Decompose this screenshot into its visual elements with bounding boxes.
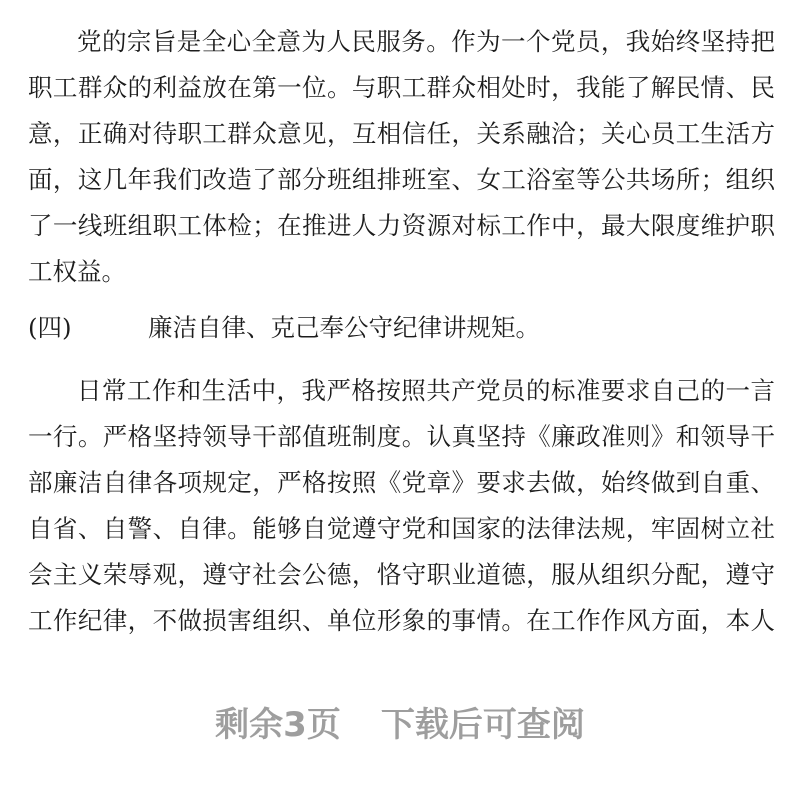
paragraph-line: 日常工作和生活中，我严格按照共产党员的标准要求自己的一言 <box>77 376 775 405</box>
remaining-pages-label: 剩余3页 <box>215 704 341 745</box>
paragraph-line: 了一线班组职工体检；在推进人力资源对标工作中，最大限度维护职 <box>28 211 775 240</box>
paragraph-line: 面，这几年我们改造了部分班组排班室、女工浴室等公共场所；组织 <box>28 165 775 194</box>
section-title: 廉洁自律、克己奉公守纪律讲规矩。 <box>148 313 540 342</box>
download-prompt[interactable] <box>0 696 800 746</box>
paragraph-line: 工权益。 <box>28 257 126 286</box>
paragraph-line: 自省、自警、自律。能够自觉遵守党和国家的法律法规，牢固树立社 <box>28 514 775 543</box>
paragraph-line: 部廉洁自律各项规定，严格按照《党章》要求去做，始终做到自重、 <box>28 468 775 497</box>
download-to-view-label: 下载后可查阅 <box>380 704 585 745</box>
paragraph-party-purpose <box>28 19 775 295</box>
paragraph-line: 会主义荣辱观，遵守社会公德，恪守职业道德，服从组织分配，遵守 <box>28 560 775 589</box>
paragraph-line: 工作纪律，不做损害组织、单位形象的事情。在工作作风方面，本人 <box>28 606 775 635</box>
paragraph-line: 职工群众的利益放在第一位。与职工群众相处时，我能了解民情、民 <box>28 73 775 102</box>
paragraph-line: 一行。严格坚持领导干部值班制度。认真坚持《廉政准则》和领导干 <box>28 422 775 451</box>
section-number: (四) <box>28 313 72 342</box>
paragraph-line: 意，正确对待职工群众意见，互相信任，关系融洽；关心员工生活方 <box>28 119 775 148</box>
section-heading <box>28 305 775 351</box>
paragraph-integrity <box>28 368 775 644</box>
paragraph-line: 党的宗旨是全心全意为人民服务。作为一个党员，我始终坚持把 <box>77 27 775 56</box>
